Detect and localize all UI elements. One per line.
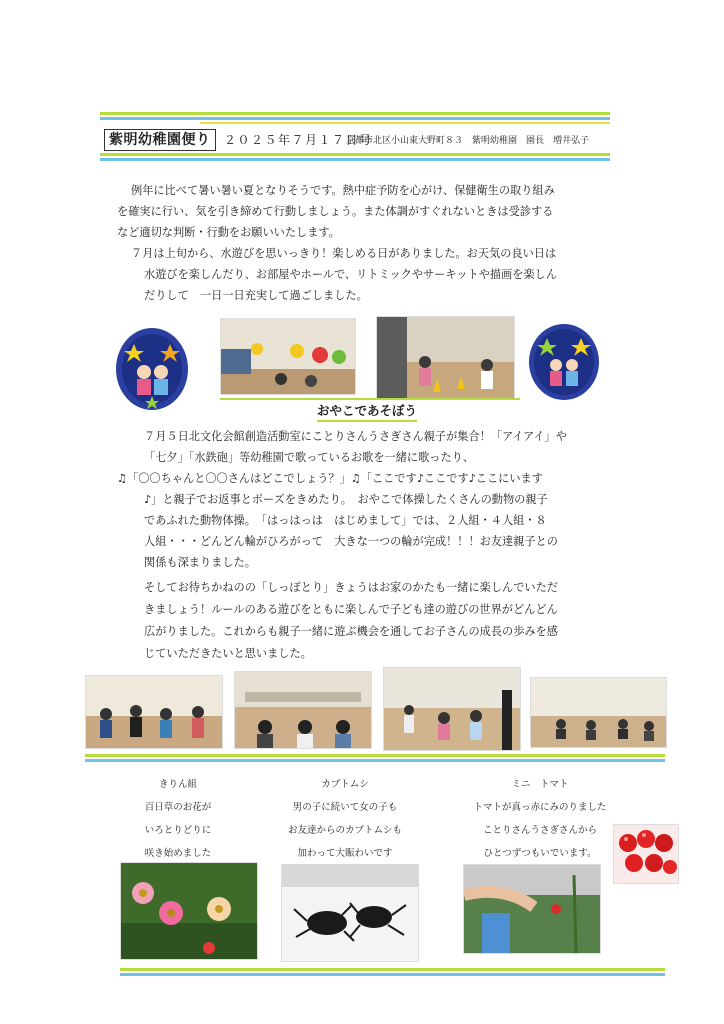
header-rule-bottom-green [100,153,610,156]
tomato-picking-photo [463,864,601,954]
section-line-4: ♪」と親子でお返事とポーズをきめたり。 おやこで体操したくさんの動物の親子 [144,493,548,506]
section-line-6: 人組・・・どんどん輪がひろがって 大きな一つの輪が完成！！！お友達親子との [144,535,558,548]
hall-balloons-photo [220,318,356,395]
issue-date: ２０２５年７月１７日号 [224,133,373,147]
mid-rule-green [85,754,665,757]
caption-kirin-line-3: 咲き始めました [144,848,212,859]
intro-line-4: ７月は上旬から、水遊びを思いっきり！楽しめる日がありました。お天気の良い日は [131,247,557,260]
caption-kirin-line-1: 百日草のお花が [144,802,212,813]
caption-tomato-line-3: ひとつずつもいでいます。 [483,848,597,859]
section-line-10: 広がりました。これからも親子一緒に遊ぶ機会を通してお子さんの成長の歩みを感 [144,625,558,638]
section-rule-green [220,398,520,400]
intro-line-3: など適切な判断・行動をお願いいたします。 [117,226,340,239]
caption-beetle-line-3: 加わって大賑わいです [297,848,393,859]
intro-line-2: を確実に行い、気を引き締めて行動しましょう。また体調がすぐれないときは受診する [117,205,554,218]
bottom-rule-green [120,968,665,971]
children-circuit-photo [376,316,515,400]
caption-tomato-title: ミニ トマト [511,779,569,790]
header-rule-top-blue [100,117,610,120]
tanabata-craft-photo-right [527,322,601,402]
cherry-tomatoes-photo [613,824,679,884]
caption-tomato-line-1: トマトが真っ赤にみのりました [473,802,607,813]
section-line-9: きましょう！ルールのある遊びをともに楽しんで子ども達の遊びの世界がどんどん [144,603,558,616]
address-line: 京都市北区小山東大野町８３ 紫明幼稚園 園長 増井弘子 [346,136,590,146]
caption-beetle-title: カブトムシ [321,779,369,790]
section-line-1: ７月５日北文化会館創造活動室にことりさんうさぎさん親子が集合！「アイアイ」や [144,430,567,443]
bottom-rule-blue [120,973,665,976]
section-line-5: であふれた動物体操。 「はっはっは はじめまして」では、２人組・４人組・８ [144,514,547,527]
parent-child-play-photo-2 [234,671,372,749]
caption-tomato [455,773,625,865]
caption-beetle-line-2: お友達からのカブトムシも [287,825,402,836]
caption-kirin-title: きりん組 [158,779,197,790]
section-line-3: ♫「〇〇ちゃんと〇〇さんはどこでしょう？」♫「ここです♪ここです♪ここにいます [117,472,543,485]
section-line-2: 「七夕」「水鉄砲」等幼稚園で歌っているお歌を一緒に歌ったり、 [144,451,475,464]
caption-kirin-class [120,773,236,865]
header-rule-bottom-blue [100,158,610,161]
newsletter-title: 紫明幼稚園便り [104,129,216,151]
intro-line-5: 水遊びを楽しんだり、お部屋やホールで、リトミックやサーキットや描画を楽しん [144,268,558,281]
intro-line-1: 例年に比べて暑い暑い夏となりそうです。熱中症予防を心がけ、保健衛生の取り組み [131,184,555,197]
section-line-11: じていただきたいと思いました。 [144,647,312,660]
header-rule-top-yellow [200,122,610,124]
section-line-7: 関係も深まりました。 [144,556,256,569]
tanabata-craft-photo-left [114,326,190,412]
caption-beetle-line-1: 男の子に続いて女の子も [292,802,398,813]
beetles-photo [281,864,419,962]
caption-beetle [270,773,420,865]
caption-tomato-line-2: ことりさんうさぎさんから [482,825,597,836]
header-rule-top-green [100,112,610,115]
intro-line-6: だりして 一日一日充実して過ごしました。 [144,289,368,302]
zinnia-flowers-photo [120,862,258,960]
section-heading: おやこであそぼう [317,403,417,422]
parent-child-play-photo-4 [530,677,667,748]
mid-rule-blue [85,759,665,762]
parent-child-play-photo-3 [383,667,521,751]
parent-child-play-photo-1 [85,675,223,749]
section-line-8: そしてお待ちかねのの「しっぽとり」きょうはお家のかたも一緒に楽しんでいただ [144,581,558,594]
caption-kirin-line-2: いろとりどりに [144,825,212,836]
